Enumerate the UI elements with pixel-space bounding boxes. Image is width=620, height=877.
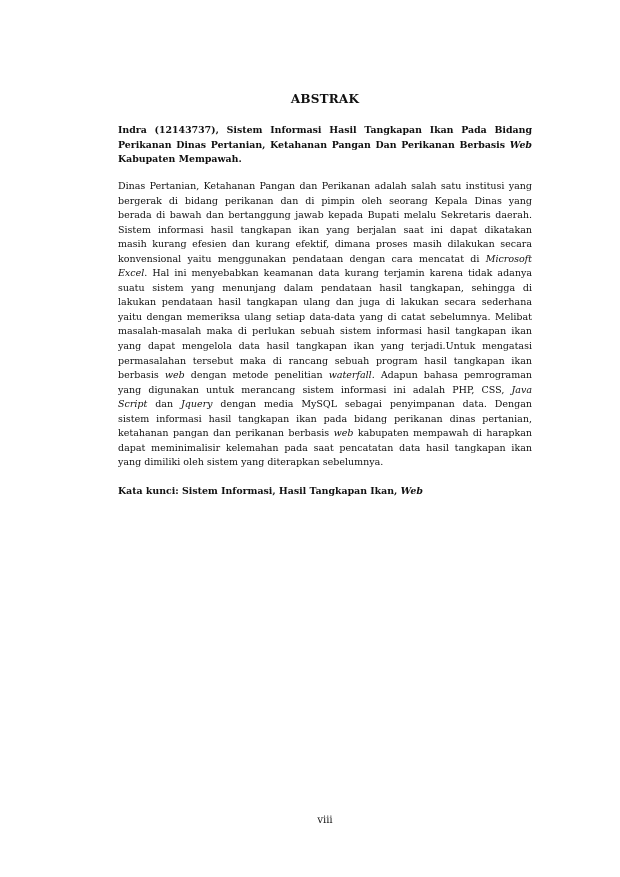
body-line: yaitu dengan memeriksa ulang setiap data-data yang di catat sebelumnya. Melibat [118,311,532,323]
body-line: bergerak di bidang perikanan dan di pimpin oleh seorang Kepala Dinas yang [118,195,532,207]
body-line: masalah-masalah maka di perlukan sebuah sistem informasi hasil tangkapan ikan [118,326,532,338]
header-line: Kabupaten Mempawah. [118,154,242,166]
abstract-title: ABSTRAK [290,92,360,106]
body-line: yang dimiliki oleh sistem yang diterapkan sebelumnya. [118,457,384,469]
body-line: konvensional yaitu menggunakan pendataan dengan cara mencatat di Microsoft [118,253,532,265]
body-line: sistem informasi hasil tangkapan ikan pada bidang perikanan dinas pertanian, [118,413,532,425]
body-line: Script dan Jquery dengan media MySQL sebagai penyimpanan data. Dengan [118,399,532,411]
body-line: Excel. Hal ini menyebabkan keamanan data kurang terjamin karena tidak adanya [118,268,532,280]
keywords-line: Kata kunci: Sistem Informasi, Hasil Tangkapan Ikan, Web [118,486,423,497]
abstract-header [118,124,532,168]
body-line: yang digunakan untuk merancang sistem informasi ini adalah PHP, CSS, Java [118,384,532,396]
body-line: permasalahan tersebut maka di rancang sebuah program hasil tangkapan ikan [118,355,532,367]
document-page [118,0,532,877]
body-line: berbasis web dengan metode penelitian waterfall. Adapun bahasa pemrograman [118,370,532,382]
body-line: yang dapat mengelola data hasil tangkapan ikan yang terjadi.Untuk mengatasi [118,341,532,353]
body-line: Dinas Pertanian, Ketahanan Pangan dan Perikanan adalah salah satu institusi yang [118,181,532,192]
body-line: Sistem informasi hasil tangkapan ikan yang berjalan saat ini dapat dikatakan [118,224,532,236]
body-line: lakukan pendataan hasil tangkapan ulang dan juga di lakukan secara sederhana [118,297,532,309]
body-line: berada di bawah dan bertanggung jawab kepada Bupati melalu Sekretaris daerah. [118,210,532,222]
header-line: Indra (12143737), Sistem Informasi Hasil Tangkapan Ikan Pada Bidang [118,125,532,136]
body-line: suatu sistem yang menunjang dalam pendataan hasil tangkapan, sehingga di [118,282,532,294]
page-number: viii [317,815,333,826]
body-line: ketahanan pangan dan perikanan berbasis web kabupaten mempawah di harapkan [118,428,532,440]
keywords [118,485,532,500]
body-line: masih kurang efesien dan kurang efektif, dimana proses masih dilakukan secara [118,239,532,251]
body-line: dapat meminimalisir kelemahan pada saat pencatatan data hasil tangkapan ikan [118,442,532,454]
header-line: Perikanan Dinas Pertanian, Ketahanan Pangan Dan Perikanan Berbasis Web [118,139,532,151]
abstract-body [118,180,532,471]
